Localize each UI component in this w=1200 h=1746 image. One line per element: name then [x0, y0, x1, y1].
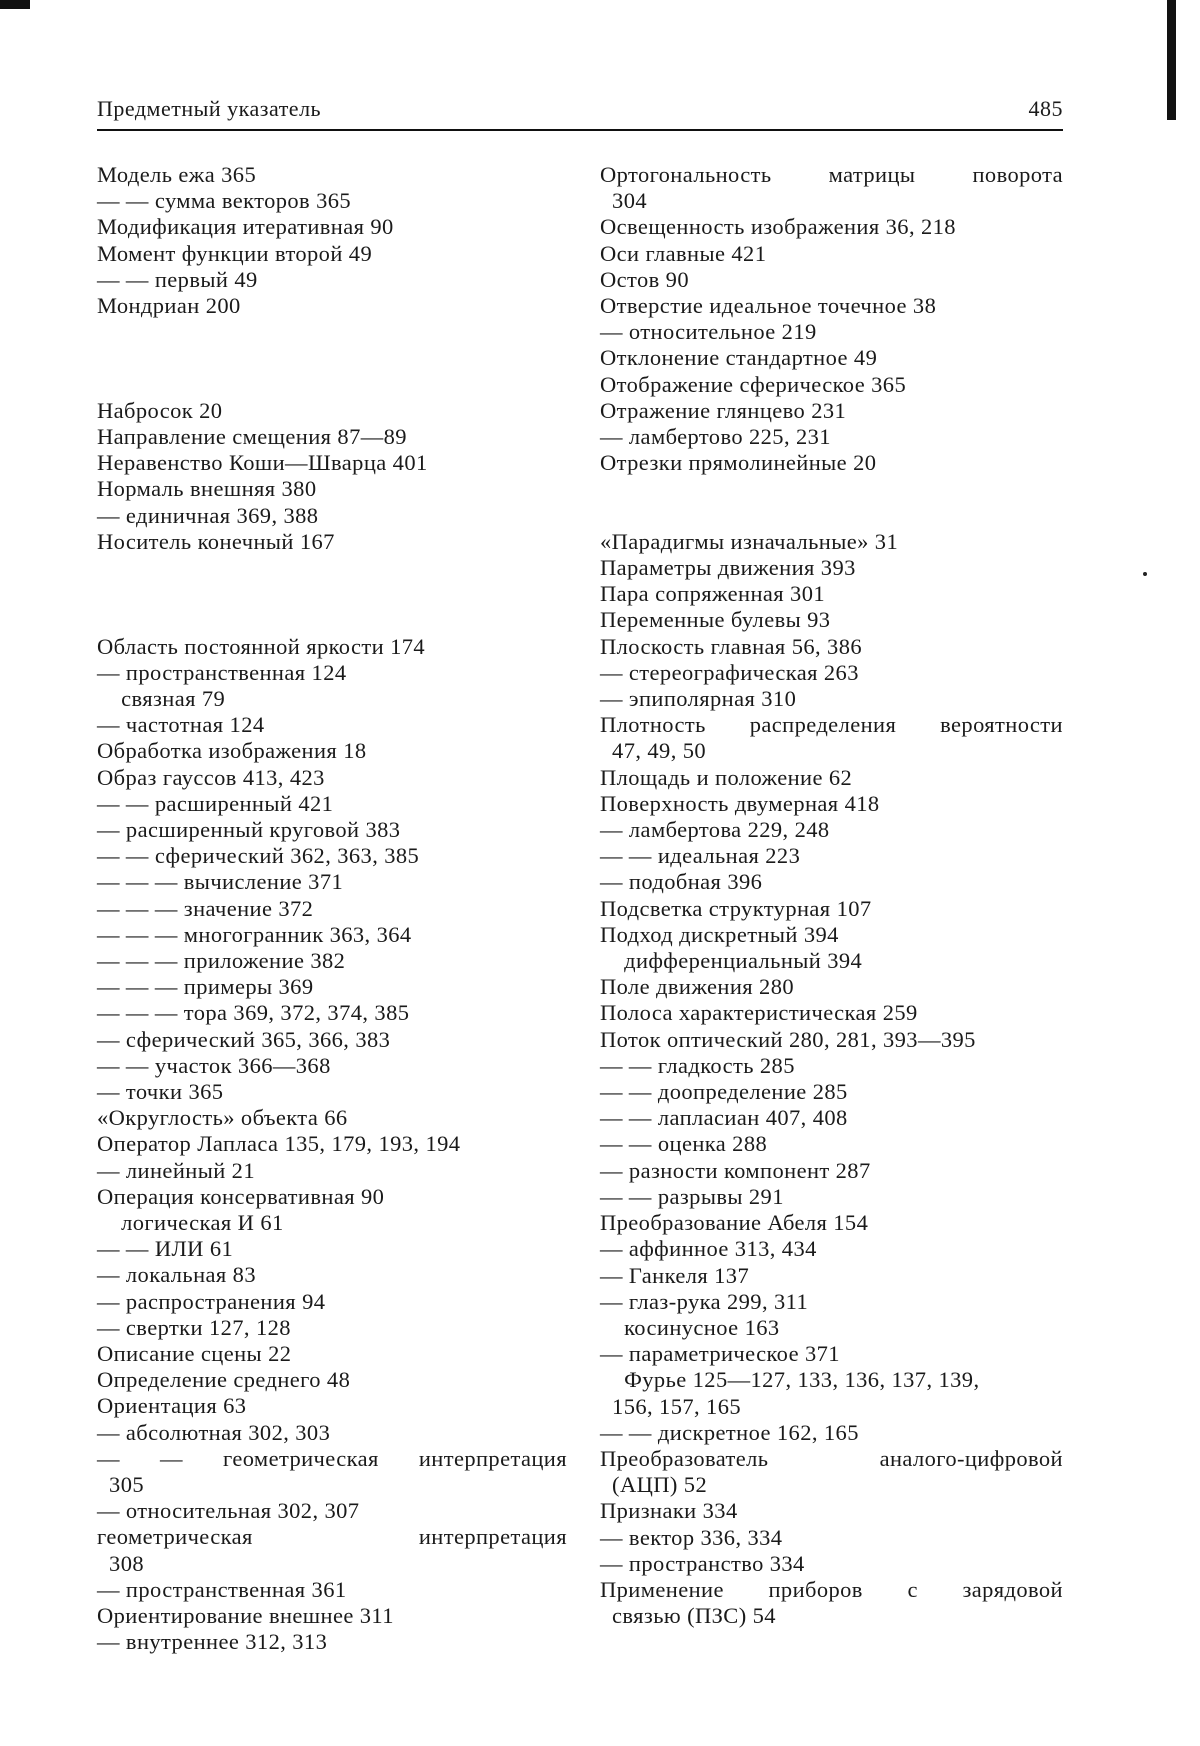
index-entry: Площадь и положение 62: [600, 764, 853, 790]
index-entry: — — сферический 362, 363, 385: [97, 843, 420, 869]
index-entry: — эпиполярная 310: [600, 686, 797, 712]
index-entry: связью (ПЗС) 54: [600, 1603, 776, 1629]
index-entry: — пространство 334: [600, 1550, 805, 1576]
index-entry: Ортогональность матрицы поворота: [600, 162, 1063, 187]
index-entry: Отверстие идеальное точечное 38: [600, 293, 937, 319]
index-entry: — внутреннее 312, 313: [97, 1629, 328, 1655]
index-entry: Освещенность изображения 36, 218: [600, 214, 956, 240]
index-entry: Полоса характеристическая 259: [600, 1000, 918, 1026]
index-entry: Плотность распределения вероятности: [600, 712, 1063, 738]
scan-corner-mark: [0, 0, 30, 9]
index-entry: Плоскость главная 56, 386: [600, 633, 863, 659]
index-entry: Отклонение стандартное 49: [600, 345, 878, 371]
index-entry: — — доопределение 285: [600, 1079, 848, 1105]
index-entry: — точки 365: [97, 1079, 224, 1105]
index-entry: Направление смещения 87—89: [97, 423, 407, 449]
index-entry: — — лапласиан 407, 408: [600, 1105, 848, 1131]
index-entry: 156, 157, 165: [600, 1393, 741, 1419]
index-column-left: [97, 162, 567, 1655]
index-entry: — — — тора 369, 372, 374, 385: [97, 1000, 410, 1026]
index-entry: — — — значение 372: [97, 895, 314, 921]
index-entry: Параметры движения 393: [600, 555, 856, 581]
index-entry: — относительная 302, 307: [97, 1498, 360, 1524]
index-entry: — сферический 365, 366, 383: [97, 1026, 391, 1052]
index-entry: — — первый 49: [97, 266, 258, 292]
index-entry: связная 79: [97, 685, 226, 711]
running-title: Предметный указатель: [97, 96, 322, 121]
index-entry: 47, 49, 50: [600, 738, 707, 764]
index-entry: — — гладкость 285: [600, 1052, 795, 1078]
index-entry: Область постоянной яркости 174: [97, 633, 426, 659]
index-entry: 304: [600, 188, 647, 214]
index-gap: [97, 345, 567, 371]
index-entry: — — оценка 288: [600, 1131, 768, 1157]
index-entry: — расширенный круговой 383: [97, 816, 401, 842]
index-entry: Неравенство Коши—Шварца 401: [97, 450, 428, 476]
index-entry: — свертки 127, 128: [97, 1314, 291, 1340]
index-gap: [600, 476, 1063, 502]
index-entry: — частотная 124: [97, 712, 265, 738]
index-entry: — пространственная 124: [97, 659, 347, 685]
index-entry: Набросок 20: [97, 397, 223, 423]
index-entry: — — — примеры 369: [97, 974, 314, 1000]
index-entry: (АЦП) 52: [600, 1472, 708, 1498]
index-gap: [97, 319, 567, 345]
index-entry: — глаз-рука 299, 311: [600, 1288, 809, 1314]
index-entry: косинусное 163: [600, 1314, 780, 1340]
index-entry: Оператор Лапласа 135, 179, 193, 194: [97, 1131, 461, 1157]
index-entry: Образ гауссов 413, 423: [97, 764, 325, 790]
index-entry: Отрезки прямолинейные 20: [600, 450, 877, 476]
index-entry: Определение среднего 48: [97, 1367, 351, 1393]
index-entry: — — расширенный 421: [97, 790, 334, 816]
index-entry: — единичная 369, 388: [97, 502, 319, 528]
index-gap: [600, 503, 1063, 529]
index-entry: — — участок 366—368: [97, 1052, 331, 1078]
index-entry: логическая И 61: [97, 1210, 284, 1236]
index-entry: Модель ежа 365: [97, 162, 257, 187]
index-entry: — стереографическая 263: [600, 659, 859, 685]
index-gap: [97, 372, 567, 398]
index-entry: Отображение сферическое 365: [600, 371, 907, 397]
index-entry: — линейный 21: [97, 1157, 255, 1183]
index-entry: Модификация итеративная 90: [97, 214, 394, 240]
index-entry: Момент функции второй 49: [97, 240, 373, 266]
index-entry: Отражение глянцево 231: [600, 397, 847, 423]
index-entry: 308: [97, 1550, 144, 1576]
index-entry: — — — вычисление 371: [97, 869, 344, 895]
index-entry: Поток оптический 280, 281, 393—395: [600, 1026, 976, 1052]
index-entry: Оси главные 421: [600, 240, 767, 266]
index-entry: Переменные булевы 93: [600, 607, 831, 633]
index-entry: 305: [97, 1472, 144, 1498]
index-entry: Ориентация 63: [97, 1393, 247, 1419]
index-entry: Поверхность двумерная 418: [600, 790, 880, 816]
index-entry: геометрическая интерпретация: [97, 1524, 567, 1550]
index-entry: Преобразователь аналого-цифровой: [600, 1445, 1063, 1471]
index-entry: Мондриан 200: [97, 293, 241, 319]
page-number: 485: [1028, 96, 1063, 121]
index-entry: — вектор 336, 334: [600, 1524, 783, 1550]
index-entry: — — — многогранник 363, 364: [97, 921, 412, 947]
index-column-right: [600, 162, 1063, 1629]
index-entry: — подобная 396: [600, 869, 763, 895]
index-entry: — ламбертова 229, 248: [600, 817, 830, 843]
index-entry: — — дискретное 162, 165: [600, 1419, 859, 1445]
index-entry: — — ИЛИ 61: [97, 1236, 234, 1262]
index-entry: Пара сопряженная 301: [600, 581, 826, 607]
index-entry: Остов 90: [600, 266, 689, 292]
index-entry: Нормаль внешняя 380: [97, 476, 317, 502]
header-rule: [97, 129, 1063, 131]
index-entry: — пространственная 361: [97, 1576, 347, 1602]
index-entry: — Ганкеля 137: [600, 1262, 750, 1288]
index-entry: — — — приложение 382: [97, 948, 346, 973]
index-entry: — распространения 94: [97, 1288, 326, 1314]
index-entry: Фурье 125—127, 133, 136, 137, 139,: [600, 1367, 980, 1393]
index-gap: [97, 581, 567, 607]
index-entry: — разности компонент 287: [600, 1157, 871, 1183]
index-entry: Поле движения 280: [600, 974, 794, 1000]
index-gap: [97, 555, 567, 581]
index-entry: Носитель конечный 167: [97, 528, 335, 554]
index-entry: Признаки 334: [600, 1498, 738, 1524]
index-entry: Ориентирование внешнее 311: [97, 1603, 394, 1629]
index-entry: Применение приборов с зарядовой: [600, 1576, 1063, 1602]
index-entry: — аффинное 313, 434: [600, 1236, 817, 1262]
index-entry: — параметрическое 371: [600, 1341, 840, 1367]
index-entry: Преобразование Абеля 154: [600, 1210, 869, 1236]
index-entry: — — разрывы 291: [600, 1183, 784, 1209]
page-header: [97, 96, 1063, 130]
index-entry: — — идеальная 223: [600, 843, 801, 869]
index-entry: Подход дискретный 394: [600, 921, 839, 947]
index-entry: — локальная 83: [97, 1262, 256, 1288]
index-gap: [97, 607, 567, 633]
index-entry: дифференциальный 394: [600, 948, 863, 974]
index-entry: Описание сцены 22: [97, 1341, 292, 1367]
index-entry: Операция консервативная 90: [97, 1183, 385, 1209]
index-entry: Подсветка структурная 107: [600, 895, 872, 921]
scan-speck: [1143, 572, 1147, 576]
index-entry: «Парадигмы изначальные» 31: [600, 528, 899, 554]
index-entry: Обработка изображения 18: [97, 738, 367, 764]
index-entry: — — сумма векторов 365: [97, 188, 352, 214]
index-entry: «Округлость» объекта 66: [97, 1105, 348, 1131]
index-entry: — абсолютная 302, 303: [97, 1419, 331, 1445]
index-entry: — относительное 219: [600, 319, 817, 345]
scan-edge-line: [1167, 0, 1176, 120]
index-entry: — — геометрическая интерпретация: [97, 1445, 567, 1471]
index-entry: — ламбертово 225, 231: [600, 424, 831, 450]
